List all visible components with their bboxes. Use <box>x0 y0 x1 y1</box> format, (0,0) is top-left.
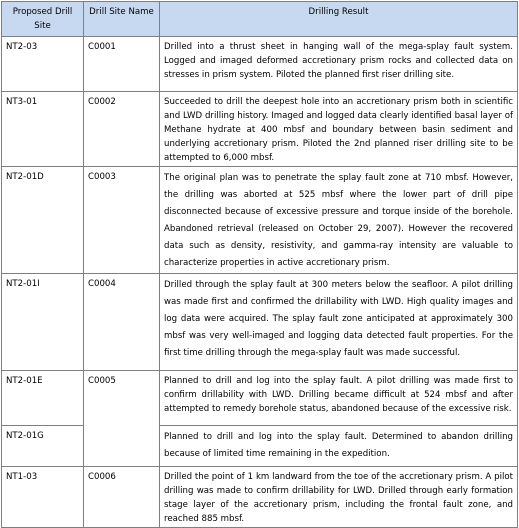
proposed-drill-site-cell: NT3-01 <box>2 92 84 167</box>
header-drill-site-name: Drill Site Name <box>84 2 160 37</box>
drilling-result-cell: Drilled into a thrust sheet in hanging wall of the mega-splay fault system. Logged and imaged deformed accretionary prism rocks and collected data on stresses in prism system. Piloted the planned first riser drilling site. <box>160 37 518 92</box>
proposed-drill-site-cell: NT2-01I <box>2 274 84 371</box>
drilling-result-cell: Succeeded to drill the deepest hole into an accretionary prism both in scientific and LWD drilling history. Imaged and logged data clearly identified basal layer of Methane hydrate at 400 mbsf and boundary between basin sediment and underlying accretionary prism. Piloted the 2nd planned riser drilling site to be attempted to 6,000 mbsf. <box>160 92 518 167</box>
proposed-drill-site-cell: NT2-01E <box>2 371 84 426</box>
drilling-results-table <box>1 1 518 528</box>
drilling-results-table-container <box>1 1 518 528</box>
header-row <box>2 2 518 37</box>
drilling-result-cell: Planned to drill and log into the splay fault. A pilot drilling was made first to confirm drillability with LWD. Drilling became difficult at 524 mbsf and after attempted to remedy borehole status, abandoned because of the excessive risk. <box>160 371 518 426</box>
proposed-drill-site-cell: NT1-03 <box>2 467 84 528</box>
proposed-drill-site-cell: NT2-03 <box>2 37 84 92</box>
proposed-drill-site-cell: NT2-01D <box>2 167 84 274</box>
proposed-drill-site-cell: NT2-01G <box>2 426 84 467</box>
drill-site-name-cell: C0004 <box>84 274 160 371</box>
drilling-result-cell: Drilled through the splay fault at 300 meters below the seafloor. A pilot drilling was made first and confirmed the drillability with LWD. High quality images and log data were acquired. The splay fault zone anticipated at approximately 300 mbsf was very well-imaged and logging data detected fault properties. For the first time drilling through the mega-splay fault was made successful. <box>160 274 518 371</box>
table-row <box>2 371 518 426</box>
drill-site-name-cell: C0005 <box>84 371 160 467</box>
table-row <box>2 37 518 92</box>
table-row <box>2 92 518 167</box>
table-row <box>2 426 518 467</box>
drill-site-name-cell: C0001 <box>84 37 160 92</box>
drill-site-name-cell: C0006 <box>84 467 160 528</box>
drilling-result-cell: The original plan was to penetrate the splay fault zone at 710 mbsf. However, the drilling was aborted at 525 mbsf where the lower part of drill pipe disconnected because of excessive pressure and torque inside of the borehole. Abandoned retrieval (released on October 29, 2007). However the recovered data such as density, resistivity, and gamma-ray intensity are valuable to characterize properties in active accretionary prism. <box>160 167 518 274</box>
table-row <box>2 467 518 528</box>
table-row <box>2 167 518 274</box>
drilling-result-cell: Planned to drill and log into the splay fault. Determined to abandon drilling because of limited time remaining in the expedition. <box>160 426 518 467</box>
header-proposed-drill-site: Proposed Drill Site <box>2 2 84 37</box>
drill-site-name-cell: C0002 <box>84 92 160 167</box>
drilling-result-cell: Drilled the point of 1 km landward from the toe of the accretionary prism. A pilot drilling was made to confirm drillability for LWD. Drilled through early formation stage layer of the accretionary prism, including the frontal fault zone, and reached 885 mbsf. <box>160 467 518 528</box>
table-row <box>2 274 518 371</box>
drill-site-name-cell: C0003 <box>84 167 160 274</box>
header-drilling-result: Drilling Result <box>160 2 518 37</box>
